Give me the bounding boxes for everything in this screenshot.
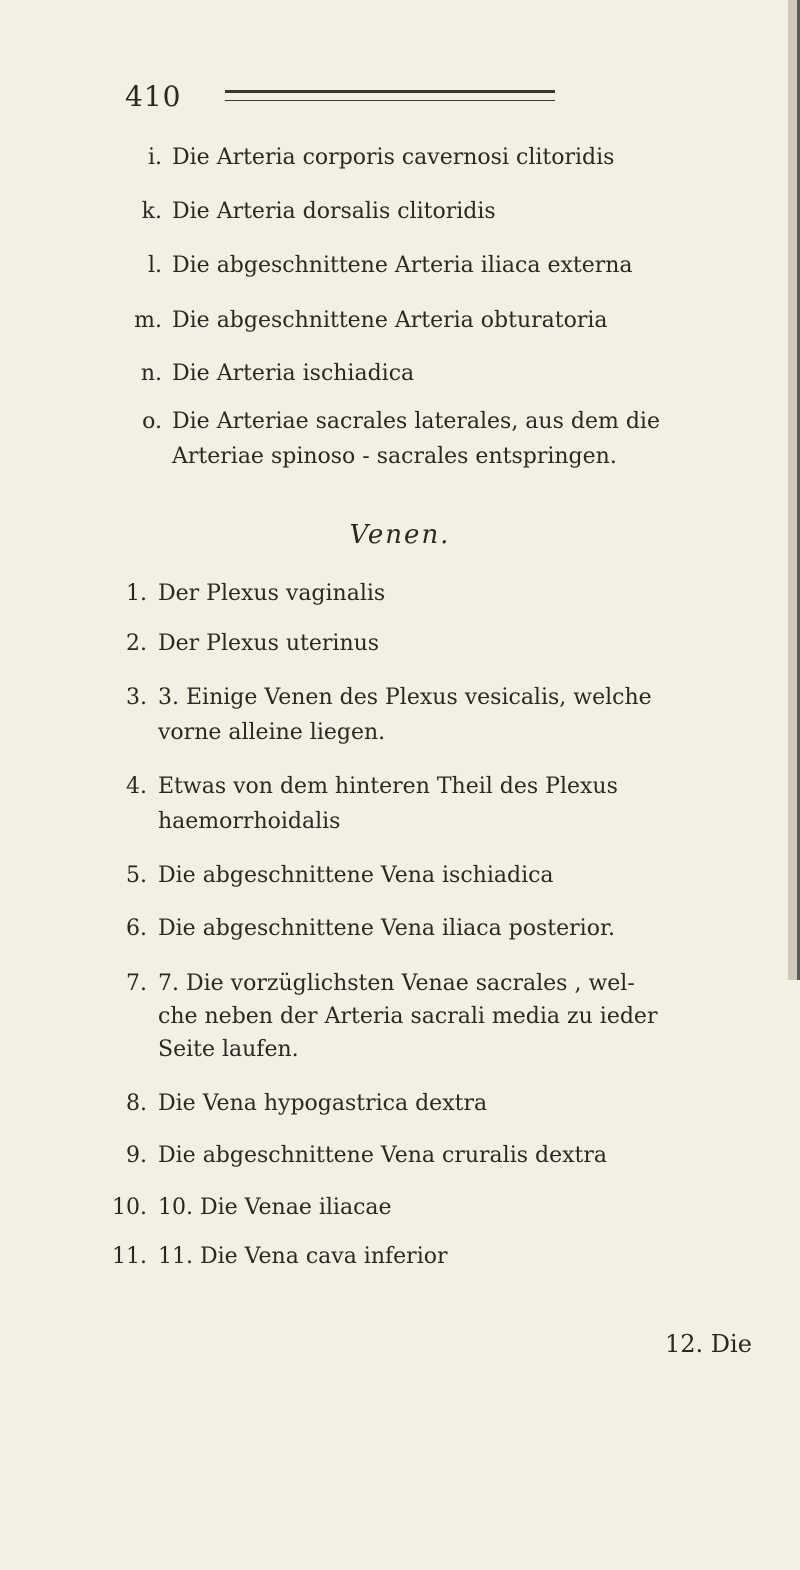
item-label: 8. bbox=[126, 1091, 147, 1116]
header-rule-thin bbox=[225, 100, 555, 101]
item-label: 9. bbox=[126, 1143, 147, 1168]
item-text: 7. Die vorzüglichsten Venae sacrales , wel- bbox=[158, 971, 635, 996]
item-text: Etwas von dem hinteren Theil des Plexus bbox=[158, 774, 618, 799]
item-label: 10. bbox=[112, 1195, 147, 1220]
item-text: 3. Einige Venen des Plexus vesicalis, welche bbox=[158, 685, 652, 710]
item-text: Der Plexus vaginalis bbox=[158, 581, 386, 606]
item-label: 4. bbox=[126, 774, 147, 799]
item-text: Die Arteria corporis cavernosi clitoridis bbox=[172, 145, 615, 170]
item-text: Die Arteria dorsalis clitoridis bbox=[172, 199, 496, 224]
item-label: 11. bbox=[112, 1244, 147, 1269]
item-label: m. bbox=[134, 308, 162, 333]
item-text: vorne alleine liegen. bbox=[158, 720, 386, 745]
item-label: l. bbox=[147, 253, 162, 278]
item-text: Die abgeschnittene Vena iliaca posterior. bbox=[158, 916, 616, 941]
item-text: 10. Die Venae iliacae bbox=[158, 1195, 392, 1220]
item-label: 2. bbox=[126, 631, 147, 656]
item-text: haemorrhoidalis bbox=[158, 809, 341, 834]
item-label: i. bbox=[147, 145, 162, 170]
header-rule bbox=[225, 90, 555, 93]
item-text: Arteriae spinoso - sacrales entspringen. bbox=[172, 444, 617, 469]
item-text: Die Vena hypogastrica dextra bbox=[158, 1091, 488, 1116]
item-text: Der Plexus uterinus bbox=[158, 631, 380, 656]
item-label: 7. bbox=[126, 971, 147, 996]
item-text: Die abgeschnittene Arteria iliaca externa bbox=[172, 253, 633, 278]
item-label: k. bbox=[141, 199, 162, 224]
item-text: che neben der Arteria sacrali media zu ieder bbox=[158, 1004, 658, 1029]
page-number: 410 bbox=[125, 80, 182, 113]
catchword: 12. Die bbox=[665, 1330, 752, 1358]
item-label: 6. bbox=[126, 916, 147, 941]
item-text: Seite laufen. bbox=[158, 1037, 299, 1062]
item-label: 3. bbox=[126, 685, 147, 710]
item-text: Die Arteria ischiadica bbox=[172, 361, 415, 386]
item-text: Die abgeschnittene Vena ischiadica bbox=[158, 863, 554, 888]
item-label: 5. bbox=[126, 863, 147, 888]
page-edge bbox=[788, 0, 800, 980]
item-text: 11. Die Vena cava inferior bbox=[158, 1244, 448, 1269]
item-text: Die Arteriae sacrales laterales, aus dem die bbox=[172, 409, 660, 434]
item-text: Die abgeschnittene Arteria obturatoria bbox=[172, 308, 608, 333]
item-label: n. bbox=[140, 361, 162, 386]
item-label: 1. bbox=[126, 581, 147, 606]
item-text: Die abgeschnittene Vena cruralis dextra bbox=[158, 1143, 608, 1168]
item-label: o. bbox=[142, 409, 162, 434]
section-heading-veins: Venen. bbox=[349, 520, 451, 550]
